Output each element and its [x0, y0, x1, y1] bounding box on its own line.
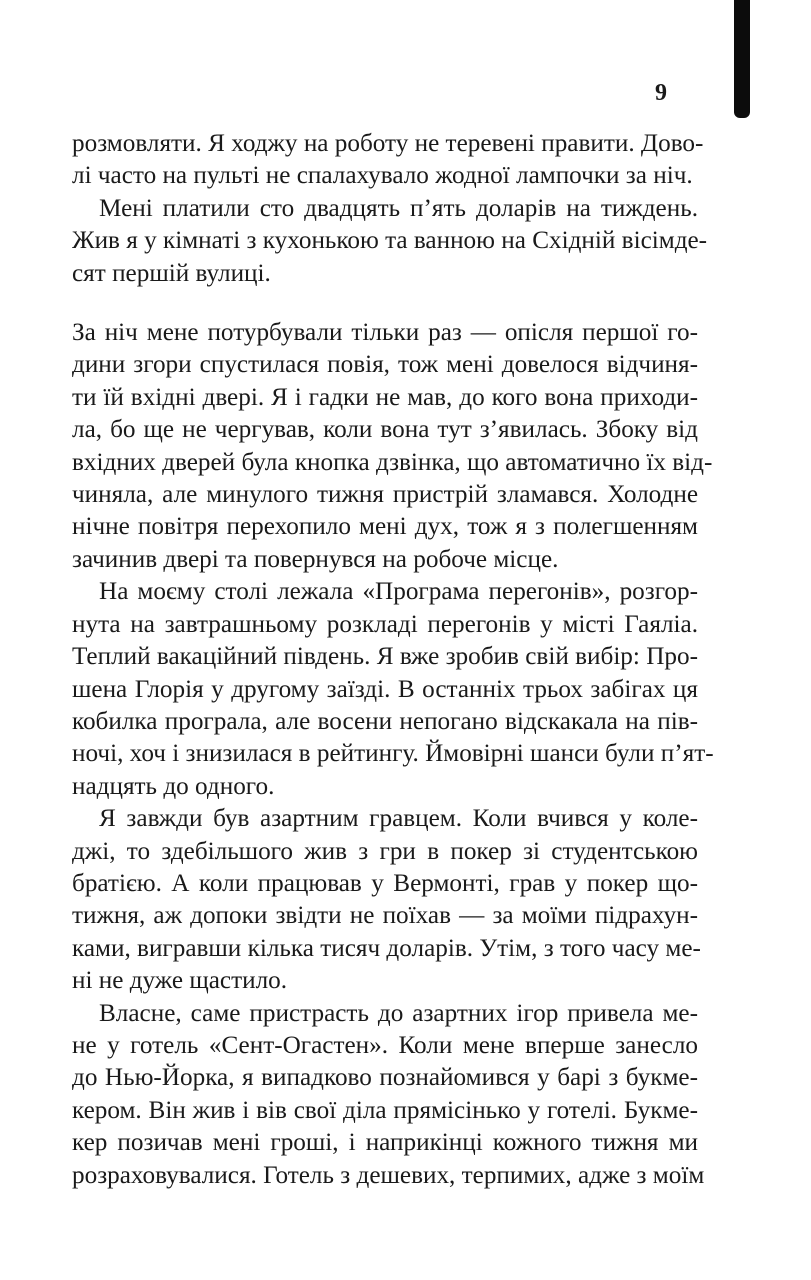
- text-line: до Нью-Йорка, я випадково познайомився у барі з букме-: [72, 1064, 698, 1092]
- text-line: Я завжди був азартним гравцем. Коли вчився у коле-: [99, 805, 698, 833]
- text-line: не у готель «Сент-Огастен». Коли мене вперше занесло: [72, 1031, 698, 1059]
- text-line: братією. А коли працював у Вермонті, грав у покер що-: [72, 869, 698, 897]
- paragraph: [72, 128, 704, 193]
- text-line: розмовляти. Я ходжу на роботу не теревені правити. Дово-: [72, 130, 704, 157]
- text-line: вхідних дверей була кнопка дзвінка, що автоматично їх від-: [72, 448, 713, 476]
- text-line: ками, вигравши кілька тисяч доларів. Утім, з того часу ме-: [72, 934, 701, 962]
- text-line: Жив я у кімнаті з кухонькою та ванною на Східній вісімде-: [72, 227, 708, 255]
- text-line: кобилка програла, але восени непогано відскакала на пів-: [72, 707, 698, 735]
- text-line: джі, то здебільшого жив з гри в покер зі студентською: [72, 837, 698, 865]
- text-line: кер позичав мені гроші, і наприкінці кожного тижня ми: [72, 1129, 698, 1157]
- text-line: шена Глорія у другому заїзді. В останніх трьох забігах ця: [72, 675, 698, 703]
- page-edge-mark: [734, 0, 750, 118]
- text-line: Теплий вакаційний південь. Я вже зробив свій вибір: Про-: [72, 643, 698, 671]
- text-line: тижня, аж допоки звідти не поїхав — за моїми підрахун-: [72, 902, 698, 930]
- text-line: чиняла, але минулого тижня пристрій зламався. Холодне: [72, 481, 698, 509]
- text-line: На моєму столі лежала «Програма перегонів», розгор-: [99, 578, 698, 606]
- paragraph: [72, 803, 701, 997]
- text-line: Власне, саме пристрасть до азартних ігор привела ме-: [99, 999, 698, 1027]
- text-line: зачинив двері та повернувся на робоче місце.: [72, 545, 559, 573]
- paragraph: [72, 317, 713, 576]
- page-text: [72, 128, 714, 1192]
- text-line: розраховувалися. Готель з дешевих, терпимих, адже з моїм: [72, 1161, 705, 1189]
- text-line: дини згори спустилася повія, тож мені довелося відчиня-: [72, 351, 698, 379]
- text-line: сят першій вулиці.: [72, 259, 271, 287]
- text-line: нута на завтрашньому розкладі перегонів у місті Гаяліа.: [72, 610, 698, 638]
- paragraph: [72, 998, 705, 1192]
- text-line: За ніч мене потурбували тільки раз — опісля першої го-: [72, 319, 698, 347]
- text-line: ні не дуже щастило.: [72, 967, 288, 995]
- text-line: нічне повітря перехопило мені дух, тож я з полегшенням: [72, 513, 698, 541]
- text-line: Мені платили сто двадцять п’ять доларів на тиждень.: [99, 194, 698, 222]
- text-line: ла, бо ще не чергував, коли вона тут з’явилась. Збоку від: [72, 416, 698, 444]
- text-line: ти їй вхідні двері. Я і гадки не мав, до кого вона приходи-: [72, 383, 698, 411]
- text-line: кером. Він жив і вів свої діла прямісінько у готелі. Букме-: [72, 1096, 698, 1124]
- text-line: надцять до одного.: [72, 772, 275, 800]
- text-line: лі часто на пульті не спалахувало жодної лампочки за ніч.: [72, 162, 693, 190]
- paragraph: [72, 193, 708, 290]
- paragraph: [72, 576, 714, 803]
- section-break: [72, 290, 698, 317]
- page-number: 9: [655, 80, 667, 106]
- text-line: ночі, хоч і знизилася в рейтингу. Ймовірні шанси були п’ят-: [72, 740, 714, 768]
